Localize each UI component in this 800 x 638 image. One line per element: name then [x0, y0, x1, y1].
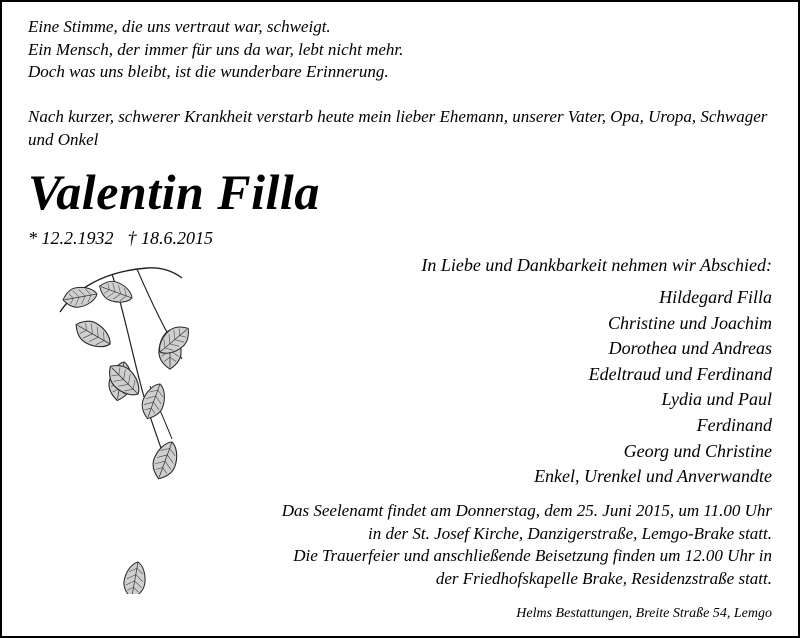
mourner-name: Enkel, Urenkel und Anverwandte: [534, 466, 772, 487]
deceased-name: Valentin Filla: [28, 164, 320, 220]
mourner-name: Georg und Christine: [623, 440, 772, 461]
birch-leaf: [148, 438, 182, 482]
funeral-home-credit: Helms Bestattungen, Breite Straße 54, Lemgo: [516, 606, 772, 621]
birch-leaf: [61, 284, 98, 309]
mourner-name: Edeltraud und Ferdinand: [588, 363, 772, 384]
verse-line: Ein Mensch, der immer für uns da war, lebt nicht mehr.: [28, 39, 404, 59]
service-line: Die Trauerfeier und anschließende Beisetzung finden um 12.00 Uhr in: [293, 546, 772, 565]
death-announcement: Nach kurzer, schwerer Krankheit verstarb heute mein lieber Ehemann, unserer Vater, Opa, Uropa, Schwager und Onkel: [28, 107, 768, 149]
verse-line: Eine Stimme, die uns vertraut war, schweigt.: [28, 17, 331, 36]
mourners-list: [534, 285, 772, 490]
mourner-name: Lydia und Paul: [661, 389, 772, 410]
mourner-name: Hildegard Filla: [659, 287, 772, 307]
mourner-name: Dorothea und Andreas: [608, 338, 772, 359]
life-dates: [28, 227, 213, 249]
verse-line: Doch was uns bleibt, ist die wunderbare Erinnerung.: [28, 62, 389, 81]
birth-date: * 12.2.1932: [28, 228, 114, 248]
birch-leaf: [96, 277, 135, 307]
memorial-verse: [28, 16, 403, 84]
service-line: Das Seelenamt findet am Donnerstag, dem 25. Juni 2015, um 11.00 Uhr: [281, 501, 772, 520]
service-line: der Friedhofskapelle Brake, Residenzstraße statt.: [435, 568, 772, 588]
birch-leaf: [121, 560, 148, 594]
birch-leaf: [138, 380, 170, 422]
birch-branch-illustration: [52, 264, 222, 594]
death-date: † 18.6.2015: [127, 228, 213, 248]
mourner-name: Ferdinand: [696, 414, 772, 435]
service-details: [282, 500, 772, 590]
birch-leaf: [71, 315, 116, 354]
farewell-line: In Liebe und Dankbarkeit nehmen wir Abschied:: [421, 255, 772, 275]
service-line: in der St. Josef Kirche, Danzigerstraße, Lemgo-Brake statt.: [367, 523, 772, 543]
mourner-name: Christine und Joachim: [608, 312, 772, 333]
